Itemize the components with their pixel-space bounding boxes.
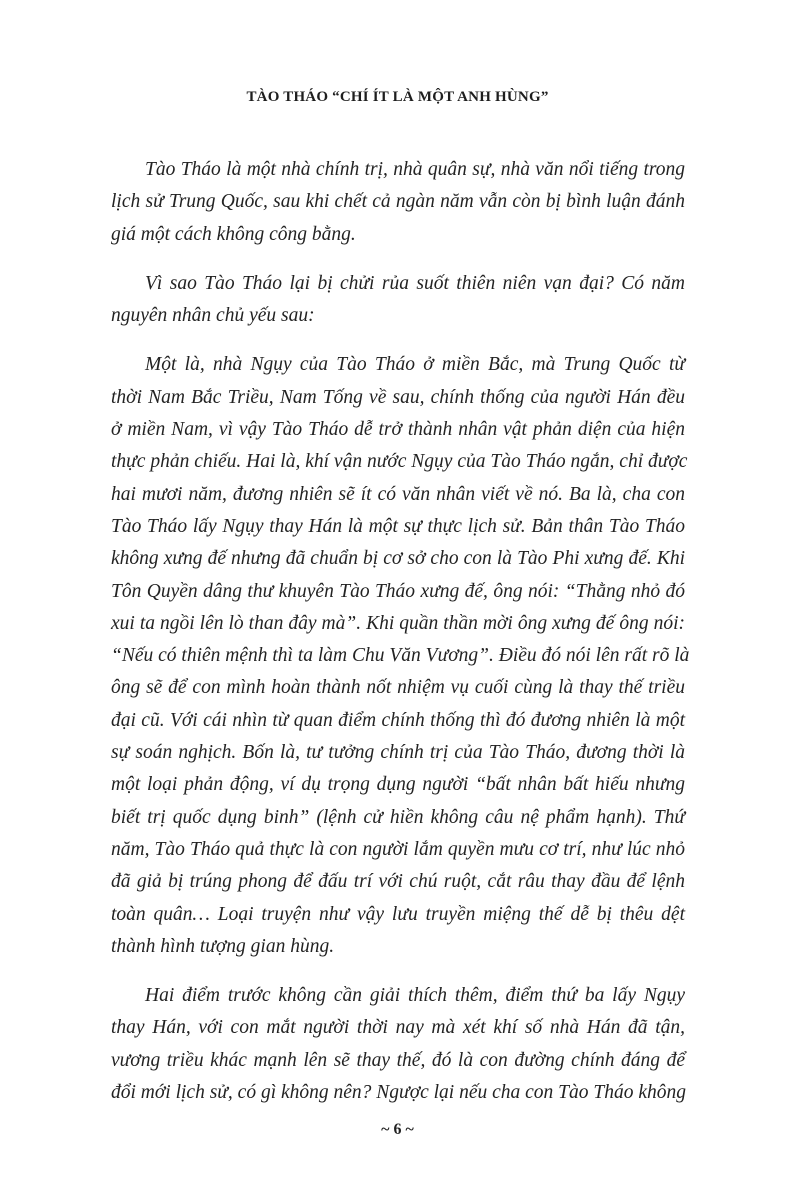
text-line: hai mươi năm, đương nhiên sẽ ít có văn nhân viết về nó. Ba là, cha con (111, 483, 685, 505)
paragraph (111, 154, 685, 251)
text-line: nguyên nhân chủ yếu sau: (111, 305, 315, 327)
text-line: thành hình tượng gian hùng. (111, 935, 335, 957)
text-line: thời Nam Bắc Triều, Nam Tống về sau, chính thống của người Hán đều (111, 386, 685, 408)
text-line: ở miền Nam, vì vậy Tào Tháo dễ trở thành nhân vật phản diện của hiện (111, 419, 685, 441)
text-line: Tào Tháo lấy Ngụy thay Hán là một sự thực lịch sử. Bản thân Tào Tháo (111, 515, 685, 537)
body-text (111, 154, 690, 1126)
text-line: xui ta ngồi lên lò than đây mà”. Khi quần thần mời ông xưng đế ông nói: (111, 612, 685, 634)
text-line: một loại phản động, ví dụ trọng dụng người “bất nhân bất hiếu nhưng (111, 774, 685, 796)
text-line: biết trị quốc dụng binh” (lệnh cử hiền không câu nệ phẩm hạnh). Thứ (111, 806, 685, 828)
paragraph (111, 268, 685, 333)
text-line: giá một cách không công bằng. (111, 223, 356, 245)
text-line: thay Hán, với con mắt người thời nay mà xét khí số nhà Hán đã tận, (111, 1017, 685, 1039)
text-line: sự soán nghịch. Bốn là, tư tưởng chính trị của Tào Tháo, đương thời là (111, 742, 685, 764)
text-line: toàn quân… Loại truyện như vậy lưu truyền miệng thế dễ bị thêu dệt (111, 903, 685, 925)
page-number: ~ 6 ~ (381, 1121, 414, 1138)
text-line: Hai điểm trước không cần giải thích thêm, điểm thứ ba lấy Ngụy (145, 985, 685, 1007)
text-line: đã giả bị trúng phong để đấu trí với chú ruột, cắt râu thay đầu để lệnh (111, 871, 685, 893)
text-line: đại cũ. Với cái nhìn từ quan điểm chính thống thì đó đương nhiên là một (111, 709, 685, 731)
paragraph (111, 980, 685, 1109)
text-line: lịch sử Trung Quốc, sau khi chết cả ngàn năm vẫn còn bị bình luận đánh (111, 191, 685, 213)
text-line: ông sẽ để con mình hoàn thành nốt nhiệm vụ cuối cùng là thay thế triều (111, 677, 685, 699)
text-line: “Nếu có thiên mệnh thì ta làm Chu Văn Vương”. Điều đó nói lên rất rõ là (111, 645, 690, 667)
text-line: vương triều khác mạnh lên sẽ thay thế, đó là con đường chính đáng để (111, 1049, 685, 1071)
text-line: năm, Tào Tháo quả thực là con người lắm quyền mưu cơ trí, như lúc nhỏ (111, 838, 685, 860)
running-header: TÀO THÁO “CHÍ ÍT LÀ MỘT ANH HÙNG” (246, 89, 549, 105)
text-line: Vì sao Tào Tháo lại bị chửi rủa suốt thiên niên vạn đại? Có năm (145, 272, 685, 294)
text-line: đổi mới lịch sử, có gì không nên? Ngược lại nếu cha con Tào Tháo không (111, 1082, 687, 1104)
text-line: Tôn Quyền dâng thư khuyên Tào Tháo xưng đế, ông nói: “Thằng nhỏ đó (111, 580, 685, 602)
text-line: thực phản chiếu. Hai là, khí vận nước Ngụy của Tào Tháo ngắn, chỉ được (111, 451, 688, 473)
text-line: Một là, nhà Ngụy của Tào Tháo ở miền Bắc, mà Trung Quốc từ (145, 354, 685, 376)
text-line: không xưng đế nhưng đã chuẩn bị cơ sở cho con là Tào Phi xưng đế. Khi (111, 548, 685, 570)
paragraph (111, 349, 690, 963)
text-line: Tào Tháo là một nhà chính trị, nhà quân sự, nhà văn nổi tiếng trong (145, 159, 685, 180)
